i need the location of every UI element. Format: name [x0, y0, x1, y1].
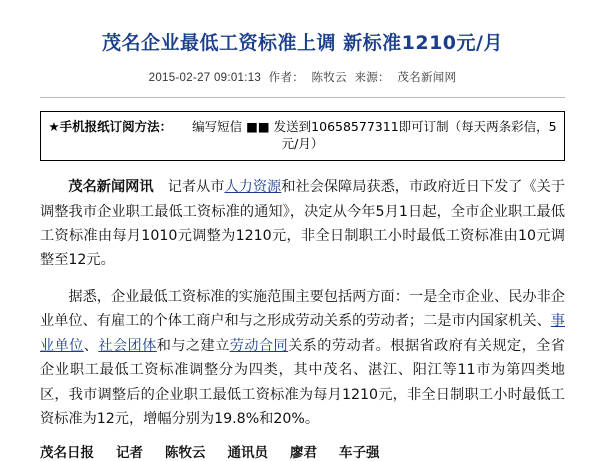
subscription-middle: 编写短信 [192, 119, 243, 135]
byline-item: 通讯员 [227, 445, 268, 461]
byline-item: 茂名日报 [40, 445, 94, 461]
byline-item: 记者 [116, 445, 143, 461]
inline-keyword-link[interactable]: 社会团体 [98, 337, 157, 354]
inline-keyword-link[interactable]: 事业单位 [40, 313, 565, 354]
subscription-marks: ■■ [246, 119, 270, 135]
source-name: 茂名新闻网 [397, 72, 457, 85]
article-page [0, 13, 605, 461]
inline-keyword-link[interactable]: 人力资源 [224, 179, 282, 196]
subscription-prefix: ★手机报纸订阅方法： [48, 119, 173, 135]
subscription-suffix: 发送到10658577311即可订制（每天两条彩信，5元/月） [273, 119, 557, 152]
paragraph-text: 记者从市 [153, 179, 225, 196]
author-name: 陈牧云 [311, 72, 347, 85]
article-byline-footer [32, 441, 573, 461]
paragraph-text: 和社会保障局获悉，市政府近日下发了《关于调整我市企业职工最低工资标准的通知》，决定从今年5月1日起，全市企业职工最低工资标准由每月1010元调整为1210元，非全日制职工小时最低工资标准由10元调整至12元。 [40, 179, 566, 269]
paragraph-text: 、 [83, 337, 99, 354]
article-body [32, 175, 573, 431]
byline-item: 陈牧云 [165, 445, 206, 461]
author-label: 作者： [268, 72, 305, 85]
paragraph-text: 据悉，企业最低工资标准的实施范围主要包括两方面：一是全市企业、民办非企业单位、有雇工的个体工商户和与之形成劳动关系的劳动者；二是市内国家机关、 [40, 288, 565, 330]
article-paragraph [40, 285, 565, 432]
source-label: 来源： [354, 72, 390, 85]
paragraph-lead: 茂名新闻网讯 [68, 179, 154, 196]
inline-keyword-link[interactable]: 劳动合同 [229, 337, 289, 354]
byline-item: 廖君 [290, 445, 317, 461]
publish-datetime: 2015-02-27 09:01:13 [148, 72, 262, 85]
subscription-notice [40, 111, 565, 161]
byline-item: 车子强 [339, 445, 380, 461]
paragraph-text: 关系的劳动者。根据省政府有关规定，全省企业职工最低工资标准调整分为四类，其中茂名、湛江、阳江等11市为第四类地区，我市调整后的企业职工最低工资标准为每月1210元，非全日制职工小时最低工资标准为12元，增幅分别为19.8%和20%。 [40, 337, 565, 427]
header-divider [40, 97, 565, 98]
article-paragraph [40, 175, 565, 273]
article-meta [32, 69, 573, 85]
paragraph-text: 和与之建立 [156, 337, 230, 354]
page-title: 茂名企业最低工资标准上调 新标准1210元/月 [102, 31, 503, 54]
